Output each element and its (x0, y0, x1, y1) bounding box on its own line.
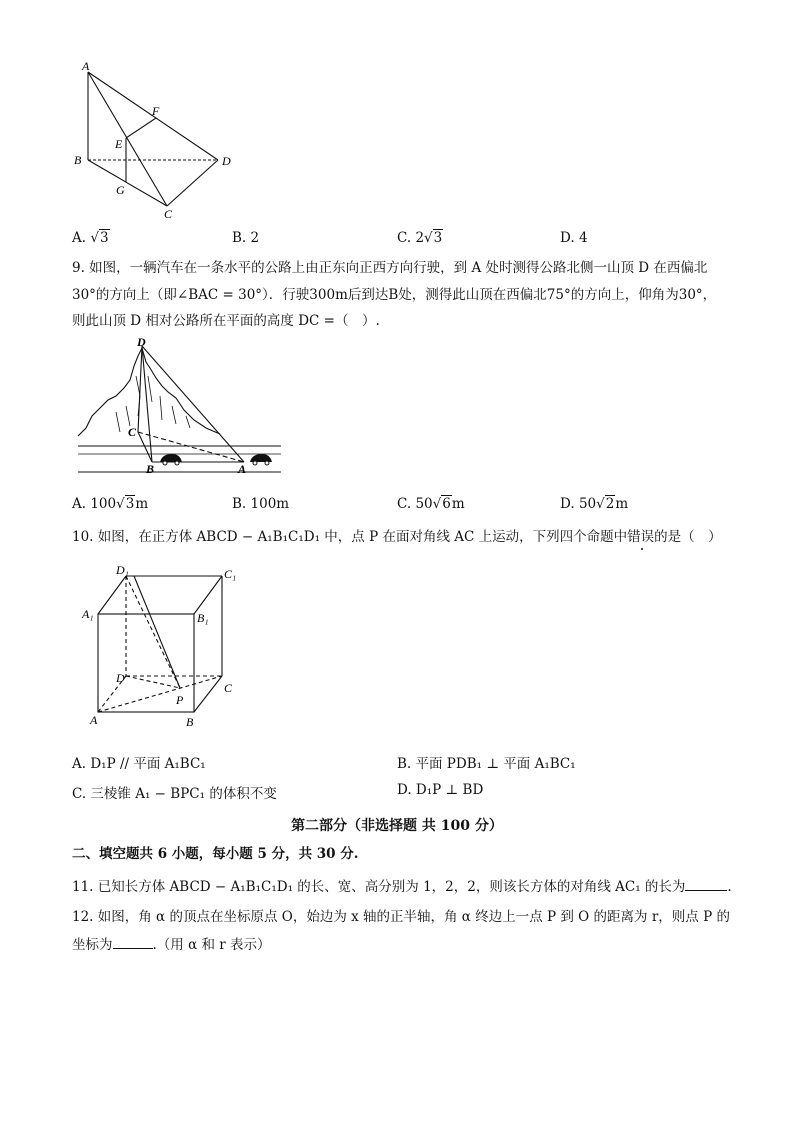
sqrt-icon: √3 (90, 230, 109, 246)
q9-label-d: D (137, 336, 146, 349)
q12-answer-blank[interactable] (113, 948, 153, 949)
q9-car-icon-b (160, 454, 182, 465)
q8-edge-ef (126, 118, 156, 138)
q10-label-c1: C₁ (224, 567, 237, 581)
q9-label-b: B (146, 462, 155, 476)
q11-text: 11. 已知长方体 ABCD − A₁B₁C₁D₁ 的长、宽、高分别为 1，2，2，则该长方体的对角线 AC₁ 的长为 . (72, 879, 732, 895)
q10-label-d1: D₁ (116, 563, 129, 577)
q8-label-c: C (164, 207, 173, 220)
q10-edge-d1p-dashed (126, 576, 180, 688)
q10-label-d: D (116, 671, 125, 685)
q9-label-c: C (128, 425, 137, 439)
sqrt-icon: √2 (596, 496, 615, 512)
q8-option-d: D. 4 (560, 230, 588, 246)
q8-option-a: A. √3 (72, 230, 109, 246)
q10-option-b: B. 平面 PDB₁ ⊥ 平面 A₁BC₁ (397, 756, 576, 772)
q8-edge-bc (88, 160, 167, 206)
q10-label-b: B (186, 715, 194, 729)
sqrt-icon: √3 (116, 496, 135, 512)
q10-edge-dp-dashed (126, 676, 180, 688)
q9-car-icon-a (250, 454, 272, 465)
q10-edge-c1b1 (194, 576, 222, 614)
q9-edge-da (142, 346, 244, 462)
q9-text-line1: 9. 如图，一辆汽车在一条水平的公路上由正东向正西方向行驶，到 A 处时测得公路北侧一山顶 D 在西偏北 (72, 260, 708, 276)
q9-text-line3: 则此山顶 D 相对公路所在平面的高度 DC =（ ）. (72, 313, 380, 329)
q10-option-a: A. D₁P // 平面 A₁BC₁ (72, 756, 206, 772)
q10-edge-d1p-solid (134, 576, 180, 688)
q8-label-e: E (115, 137, 123, 151)
q10-option-c: C. 三棱锥 A₁ − BPC₁ 的体积不变 (72, 786, 277, 802)
sqrt-icon: √6 (432, 496, 451, 512)
q12-text-line1: 12. 如图，角 α 的顶点在坐标原点 O，始边为 x 轴的正半轴，角 α 终边上一点 P 到 O 的距离为 r，则点 P 的 (72, 909, 730, 925)
q9-label-a: A (238, 462, 247, 476)
q10-label-a1: A₁ (82, 607, 94, 621)
q8-figure (70, 58, 240, 220)
q12-text-line2: 坐标为 .（用 α 和 r 表示） (72, 937, 271, 953)
q9-text-line2: 30°的方向上（即∠BAC = 30°）．行驶300m后到达B处，测得此山顶在西偏北75°的方向上，仰角为30°， (72, 287, 717, 303)
q10-label-c: C (224, 681, 233, 695)
q8-label-b: B (74, 153, 82, 167)
q11-answer-blank[interactable] (685, 890, 727, 891)
q10-text: 10. 如图，在正方体 ABCD − A₁B₁C₁D₁ 中，点 P 在面对角线 AC 上运动，下列四个命题中错误的是（ ） (72, 529, 722, 545)
q10-cube-figure (76, 562, 246, 732)
q9-option-c: C. 50√6m (397, 496, 465, 512)
q9-figure (76, 336, 286, 476)
sqrt-icon: √3 (424, 230, 443, 246)
q10-option-d: D. D₁P ⊥ BD (397, 782, 484, 798)
q8-edge-ac (88, 72, 167, 206)
q9-option-d: D. 50√2m (560, 496, 629, 512)
section2-title: 二、填空题共 6 小题，每小题 5 分，共 30 分. (72, 846, 359, 862)
q8-option-b: B. 2 (232, 230, 260, 246)
q8-label-a: A (82, 59, 90, 73)
q9-edge-ca-dashed (138, 432, 244, 462)
q9-option-a: A. 100√3m (72, 496, 149, 512)
q10-label-b1: B₁ (197, 611, 209, 625)
q10-label-a: A (90, 713, 98, 727)
part2-title: 第二部分（非选择题 共 100 分） (291, 818, 503, 834)
q8-option-c: C. 2√3 (397, 230, 443, 246)
q10-emphasis: 错误 (627, 529, 655, 545)
q8-label-g: G (116, 183, 125, 197)
q10-label-p: P (176, 693, 184, 707)
q8-label-f: F (152, 104, 160, 118)
q8-label-d: D (222, 154, 231, 168)
q8-edge-cd (167, 160, 218, 206)
q10-edge-a1d1 (98, 576, 126, 614)
q9-option-b: B. 100m (232, 496, 290, 512)
q10-edge-cb (194, 676, 222, 712)
